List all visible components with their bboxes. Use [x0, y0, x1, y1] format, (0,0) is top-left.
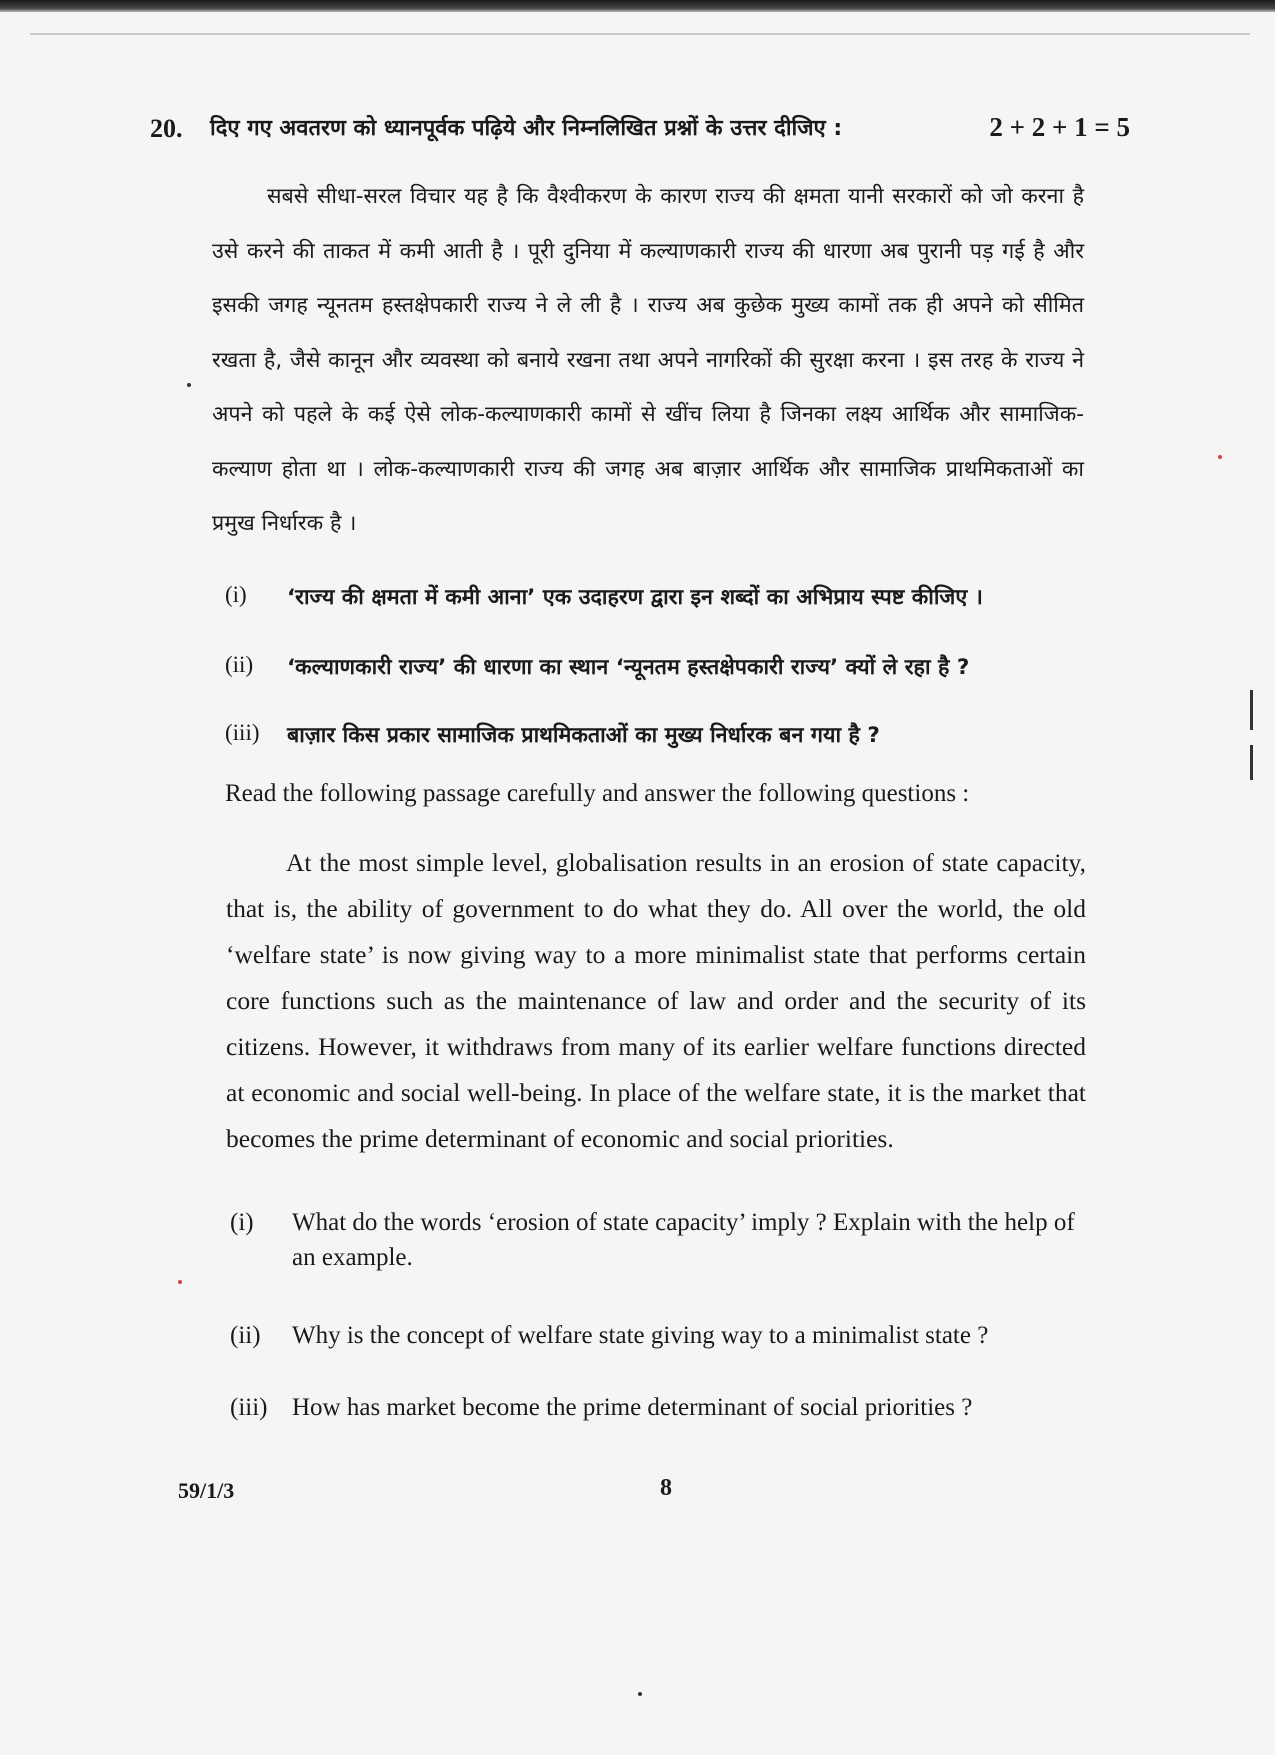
- subquestion-label: (ii): [230, 1322, 261, 1349]
- scan-speck: [1218, 455, 1222, 459]
- subquestion-label: (ii): [225, 652, 254, 677]
- instruction-english: Read the following passage carefully and answer the following questions :: [225, 780, 970, 807]
- subquestion-english-3: [230, 1390, 1100, 1425]
- question-marks: 2 + 2 + 1 = 5: [989, 112, 1130, 142]
- question-instruction-hindi: दिए गए अवतरण को ध्यानपूर्वक पढ़िये और निम्नलिखित प्रश्नों के उत्तर दीजिए :: [210, 116, 843, 141]
- paper-code: 59/1/3: [178, 1478, 235, 1503]
- scan-rule-line: [30, 33, 1250, 35]
- passage-hindi: सबसे सीधा-सरल विचार यह है कि वैश्वीकरण के कारण राज्य की क्षमता यानी सरकारों को जो करना है उसे करने की ताकत में कमी आती है । पूरी दुनिया में कल्याणकारी राज्य की धारणा अब पुरानी पड़ गई है और इसकी जगह न्यूनतम हस्तक्षेपकारी राज्य ने ले ली है । राज्य अब कुछेक मुख्य कामों तक ही अपने को सीमित रखता है, जैसे कानून और व्यवस्था को बनाये रखना तथा अपने नागरिकों की सुरक्षा करना । इस तरह के राज्य ने अपने को पहले के कई ऐसे लोक-कल्याणकारी कामों से खींच लिया है जिनका लक्ष्य आर्थिक और सामाजिक-कल्याण होता था । लोक-कल्याणकारी राज्य की जगह अब बाज़ार आर्थिक और सामाजिक प्राथमिकताओं का प्रमुख निर्धारक है ।: [212, 184, 1084, 536]
- subquestion-english-2: [230, 1318, 1100, 1353]
- subquestion-label: (iii): [230, 1394, 268, 1421]
- question-number: 20.: [150, 114, 183, 143]
- scan-top-border: [0, 0, 1275, 12]
- passage-english: At the most simple level, globalisation results in an erosion of state capacity, that is, the ability of government to do what they do. All over the world, the old ‘welfare state’ is now giving way to a more minimalist state that performs certain core functions such as the maintenance of law and order and the security of its citizens. However, it withdraws from many of its earlier welfare functions directed at economic and social well-being. In place of the welfare state, it is the market that becomes the prime determinant of economic and social priorities.: [226, 848, 1086, 1153]
- subquestion-english-1: [230, 1205, 1100, 1275]
- subquestion-text: Why is the concept of welfare state giving way to a minimalist state ?: [292, 1322, 989, 1349]
- subquestion-text: What do the words ‘erosion of state capacity’ imply ? Explain with the help of an example.: [292, 1209, 1075, 1271]
- subquestion-text: बाज़ार किस प्रकार सामाजिक प्राथमिकताओं का मुख्य निर्धारक बन गया है ?: [287, 723, 880, 748]
- subquestion-text: How has market become the prime determinant of social priorities ?: [292, 1394, 973, 1421]
- subquestion-label: (i): [230, 1209, 254, 1236]
- subquestion-text: ‘राज्य की क्षमता में कमी आना’ एक उदाहरण द्वारा इन शब्दों का अभिप्राय स्पष्ट कीजिए ।: [287, 585, 983, 610]
- scan-speck: [187, 383, 191, 387]
- subquestion-label: (iii): [225, 720, 260, 745]
- subquestion-label: (i): [225, 582, 247, 607]
- subquestion-text: ‘कल्याणकारी राज्य’ की धारणा का स्थान ‘न्यूनतम हस्तक्षेपकारी राज्य’ क्यों ले रहा है ?: [287, 655, 970, 680]
- edge-mark: [1250, 745, 1253, 780]
- scan-speck: [178, 1280, 182, 1284]
- scan-speck: [638, 1692, 642, 1696]
- edge-mark: [1250, 690, 1253, 730]
- page-number: 8: [660, 1475, 672, 1501]
